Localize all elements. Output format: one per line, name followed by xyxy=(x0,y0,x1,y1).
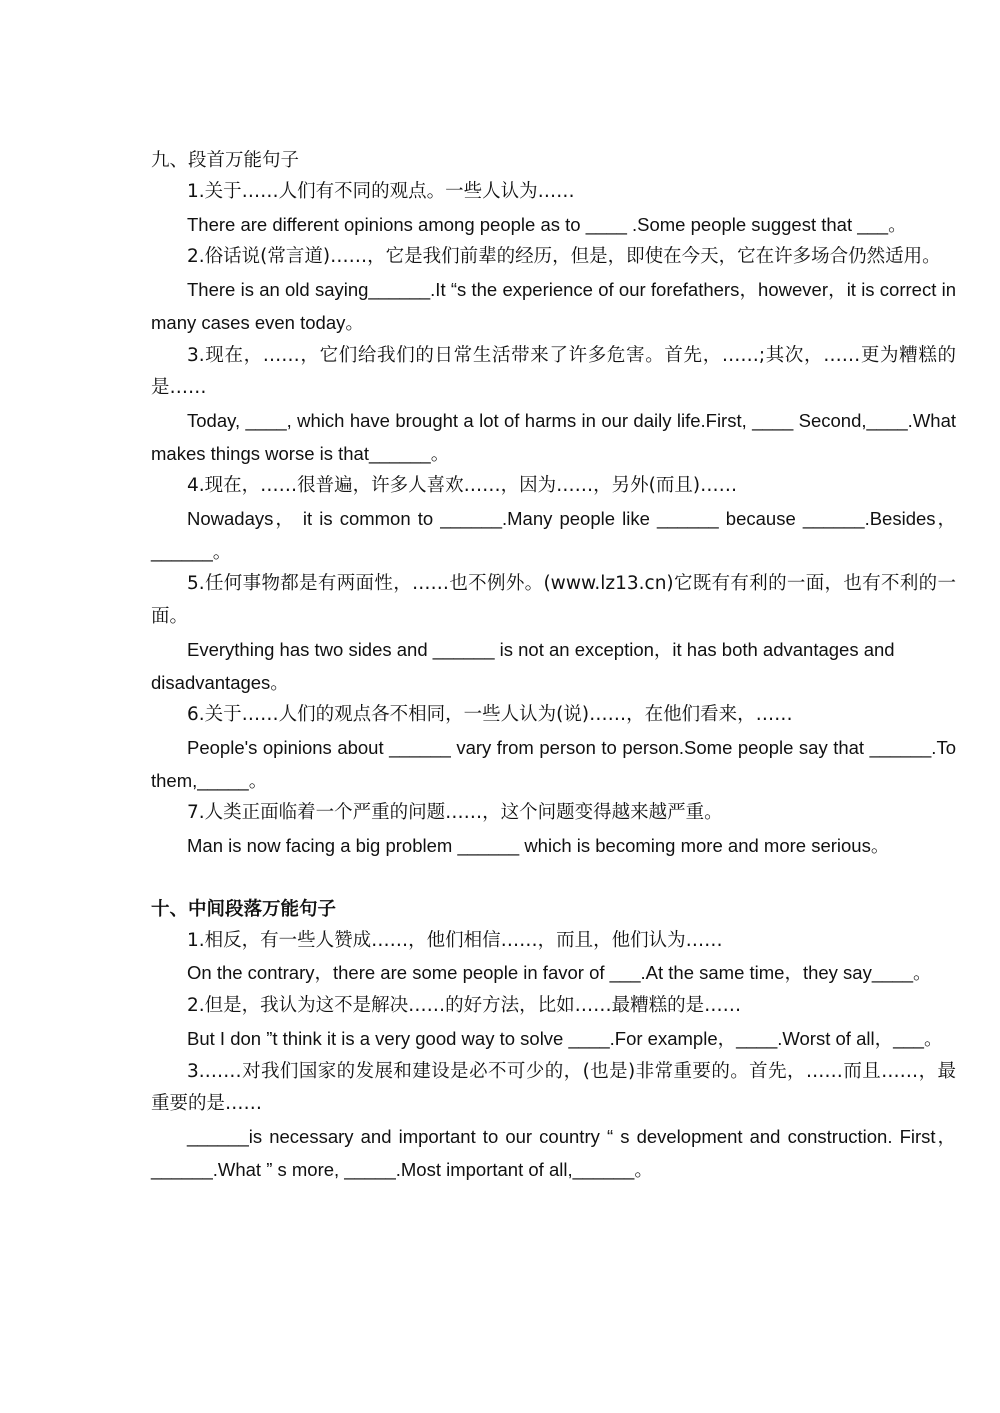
item-9-2-chinese: 2.俗话说(常言道)……，它是我们前辈的经历，但是，即使在今天，它在许多场合仍然适用。 xyxy=(187,246,941,268)
item-9-5-english: Everything has two sides and ______ is not an exception，it has both advantages and disadvantages。 xyxy=(151,638,895,693)
section-title-10: 十、中间段落万能句子 xyxy=(151,898,337,920)
item-10-2-english: But I don ”t think it is a very good way to solve ____.For example，____.Worst of all，___。 xyxy=(187,1027,943,1049)
section-title-9: 九、段首万能句子 xyxy=(151,150,300,171)
item-9-6-english: People's opinions about ______ vary from person to person.Some people say that ______.To them,_____。 xyxy=(151,736,956,791)
item-9-1-english: There are different opinions among people as to ____ .Some people suggest that ___。 xyxy=(187,213,907,235)
item-9-6-chinese: 6.关于……人们的观点各不相同，一些人认为(说)……，在他们看来，…… xyxy=(187,704,793,726)
item-9-4-english: Nowadays， it is common to ______.Many people like ______ because ______.Besides，______。 xyxy=(151,508,956,562)
document-page xyxy=(151,146,956,1186)
item-9-2-english: There is an old saying______.It “s the experience of our forefathers，however，it is correct in many cases even today。 xyxy=(151,279,956,333)
item-9-7-english: Man is now facing a big problem ______ which is becoming more and more serious。 xyxy=(187,835,890,857)
item-9-3-english: Today, ____, which have brought a lot of harms in our daily life.First, ____ Second,____.What makes things worse is that______。 xyxy=(151,409,956,464)
item-10-3-chinese: 3.……对我们国家的发展和建设是必不可少的，(也是)非常重要的。首先，……而且……，最重要的是…… xyxy=(151,1060,956,1115)
item-9-3-chinese: 3.现在，……，它们给我们的日常生活带来了许多危害。首先，……;其次，……更为糟糕的是…… xyxy=(151,344,956,399)
item-10-1-chinese: 1.相反，有一些人赞成……，他们相信……，而且，他们认为…… xyxy=(187,929,723,951)
section-spacer xyxy=(151,863,956,895)
item-9-5-chinese: 5.任何事物都是有两面性，……也不例外。(www.lz13.cn)它既有有利的一面，也有不利的一面。 xyxy=(151,573,956,628)
item-10-3-english: ______is necessary and important to our country “ s development and construction. First，______.What ” s more, _____.Most important of all,______。 xyxy=(151,1125,956,1180)
item-9-7-chinese: 7.人类正面临着一个严重的问题……，这个问题变得越来越严重。 xyxy=(187,802,723,824)
item-10-2-chinese: 2.但是，我认为这不是解决……的好方法，比如……最糟糕的是…… xyxy=(187,995,742,1017)
item-9-1-chinese: 1.关于……人们有不同的观点。一些人认为…… xyxy=(187,181,575,202)
item-10-1-english: On the contrary，there are some people in favor of ___.At the same time，they say____。 xyxy=(187,962,932,984)
item-9-4-chinese: 4.现在，……很普遍，许多人喜欢……，因为……，另外(而且)…… xyxy=(187,475,738,497)
